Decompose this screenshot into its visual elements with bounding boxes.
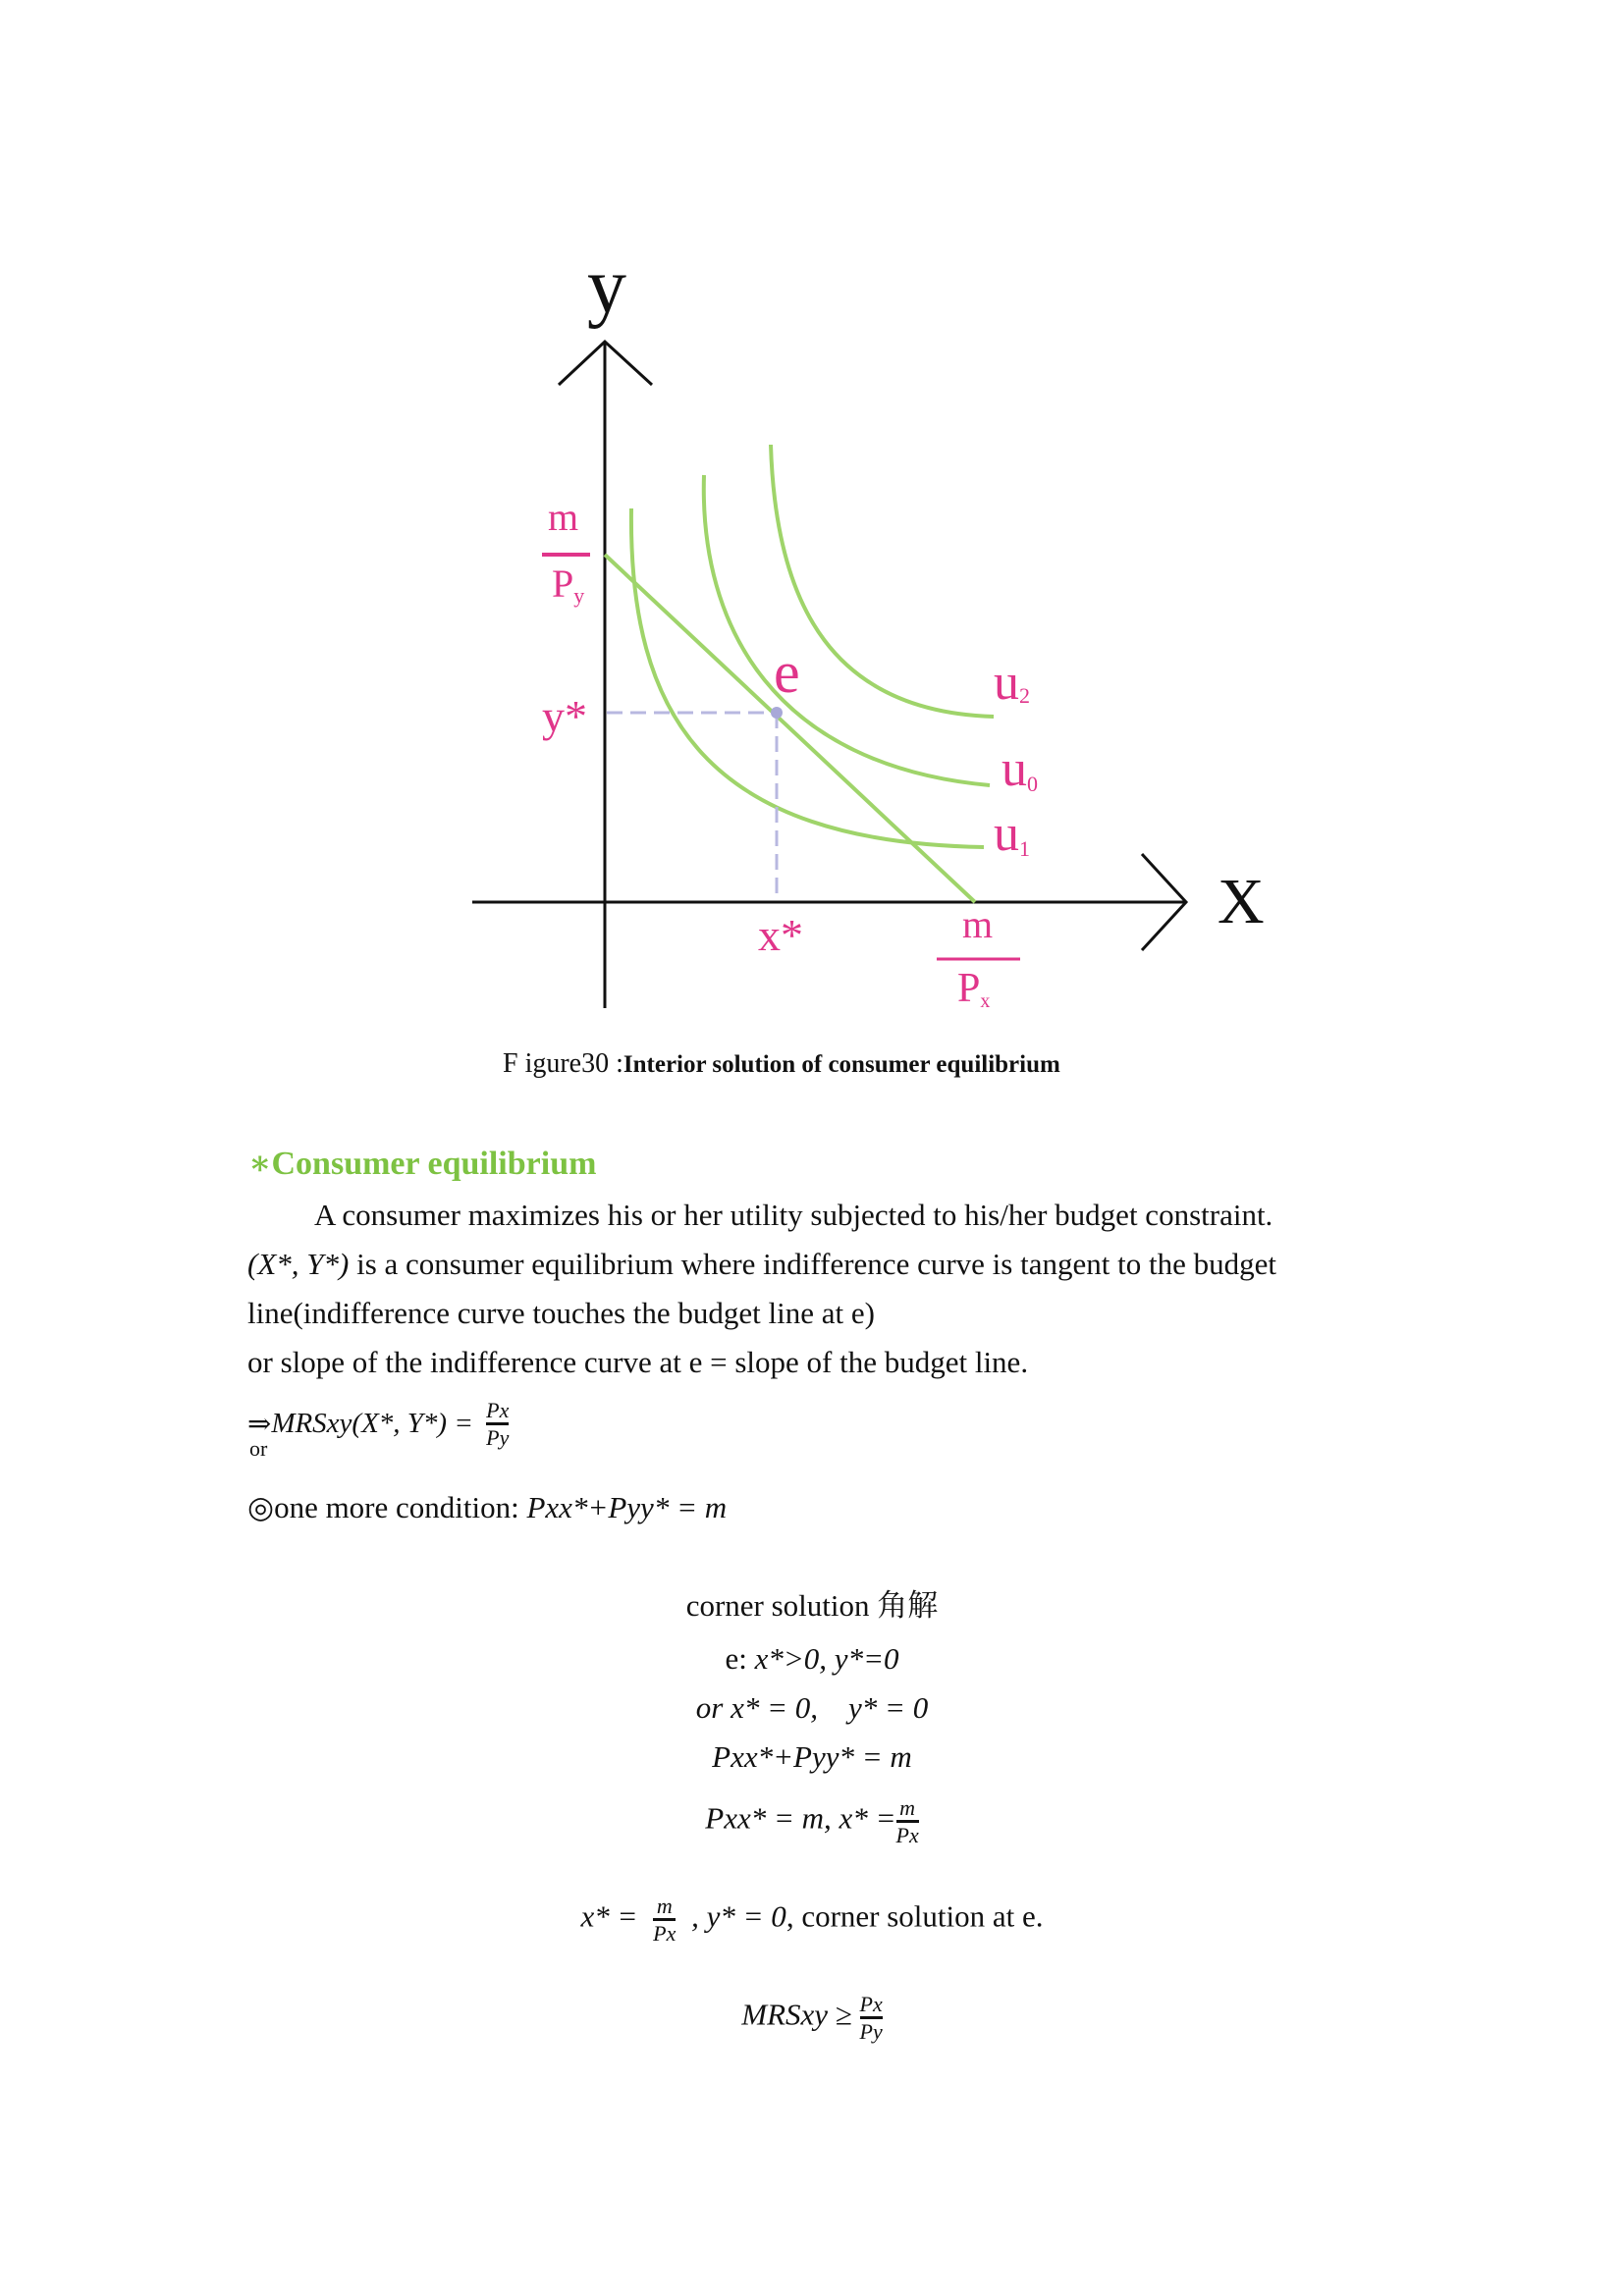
y-axis-label: y — [587, 243, 626, 330]
mrs-condition-formula — [247, 1398, 510, 1462]
corner-line-6 — [0, 1993, 1624, 2043]
corner-line-2: or x* = 0, y* = 0 — [695, 1690, 929, 1725]
consumer-equilibrium-figure — [0, 0, 1624, 1041]
corner-line-1 — [0, 1643, 1624, 1674]
fraction-denominator: Py — [859, 2019, 883, 2045]
fraction-numerator: m — [899, 1795, 916, 1820]
corner-line-4-expression: Pxx* = m, x* = — [705, 1800, 896, 1836]
mrs-label: MRSxy — [741, 1997, 829, 2032]
paragraph-line-2 — [247, 1249, 1276, 1279]
indifference-curve-u1 — [631, 508, 984, 847]
u0-label: u0 — [1001, 741, 1038, 797]
paragraph-line-3: line(indifference curve touches the budget line at e) — [247, 1296, 875, 1330]
paragraph-line-4: or slope of the indifference curve at e = slope of the budget line. — [247, 1345, 1029, 1379]
implies-arrow: ⇒ — [247, 1409, 272, 1441]
condition-formula: Pxx*+Pyy* = m — [526, 1490, 728, 1524]
fraction-denominator: Px — [895, 1823, 919, 1848]
u1-label: u1 — [994, 806, 1030, 862]
fraction-denominator: Py — [486, 1425, 510, 1451]
paragraph-line-1: A consumer maximizes his or her utility subjected to his/her budget constraint. — [314, 1198, 1273, 1232]
or-label: or — [249, 1436, 268, 1462]
fraction-denominator: Px — [653, 1921, 677, 1947]
geq-operator: ≥ — [828, 1997, 860, 2032]
fraction-numerator: Px — [486, 1398, 510, 1422]
corner-line-3: Pxx*+Pyy* = m — [712, 1739, 912, 1774]
y-intercept-numerator: m — [548, 495, 579, 539]
equilibrium-point — [771, 707, 783, 719]
section-heading — [248, 1144, 596, 1183]
double-circle-icon: ◎ — [247, 1490, 275, 1524]
condition-label: one more condition: — [274, 1490, 527, 1524]
fraction-numerator: Px — [859, 1992, 883, 2016]
y-intercept-denominator: Py — [552, 561, 585, 608]
x-axis-label: X — [1218, 866, 1265, 937]
heading-asterisk-icon: ∗ — [248, 1146, 272, 1182]
corner-condition-1: x*>0, y*=0 — [754, 1641, 899, 1676]
u2-label: u2 — [994, 655, 1030, 711]
indifference-curve-u0 — [704, 475, 990, 785]
equilibrium-point-notation: (X*, Y*) — [247, 1247, 350, 1281]
x-intercept-denominator: Px — [957, 966, 991, 1012]
fraction-numerator: m — [656, 1894, 673, 1918]
y-star-label: y* — [542, 691, 587, 741]
e-prefix: e: — [725, 1641, 755, 1676]
figure-caption — [503, 1048, 1060, 1080]
x-star-equals: x* = — [580, 1898, 646, 1934]
heading-text: Consumer equilibrium — [271, 1146, 597, 1182]
y-star-zero: , y* = 0 — [683, 1898, 786, 1934]
budget-line — [605, 555, 975, 902]
corner-line-5 — [0, 1895, 1624, 1945]
caption-title: Interior solution of consumer equilibrium — [623, 1051, 1060, 1078]
corner-solution-note: , corner solution at e. — [785, 1898, 1044, 1934]
corner-line-4 — [0, 1796, 1624, 1846]
caption-prefix: F igure30 : — [503, 1048, 623, 1079]
paragraph-line-2-text: is a consumer equilibrium where indifference curve is tangent to the budget — [349, 1247, 1276, 1281]
point-e-label: e — [774, 640, 800, 705]
indifference-curve-u2 — [771, 445, 994, 717]
mrs-expression: MRSxy(X*, Y*) = — [271, 1408, 481, 1440]
x-star-label: x* — [758, 910, 803, 960]
corner-solution-title: corner solution 角解 — [685, 1588, 939, 1623]
budget-condition — [247, 1492, 727, 1522]
x-intercept-numerator: m — [962, 902, 994, 946]
